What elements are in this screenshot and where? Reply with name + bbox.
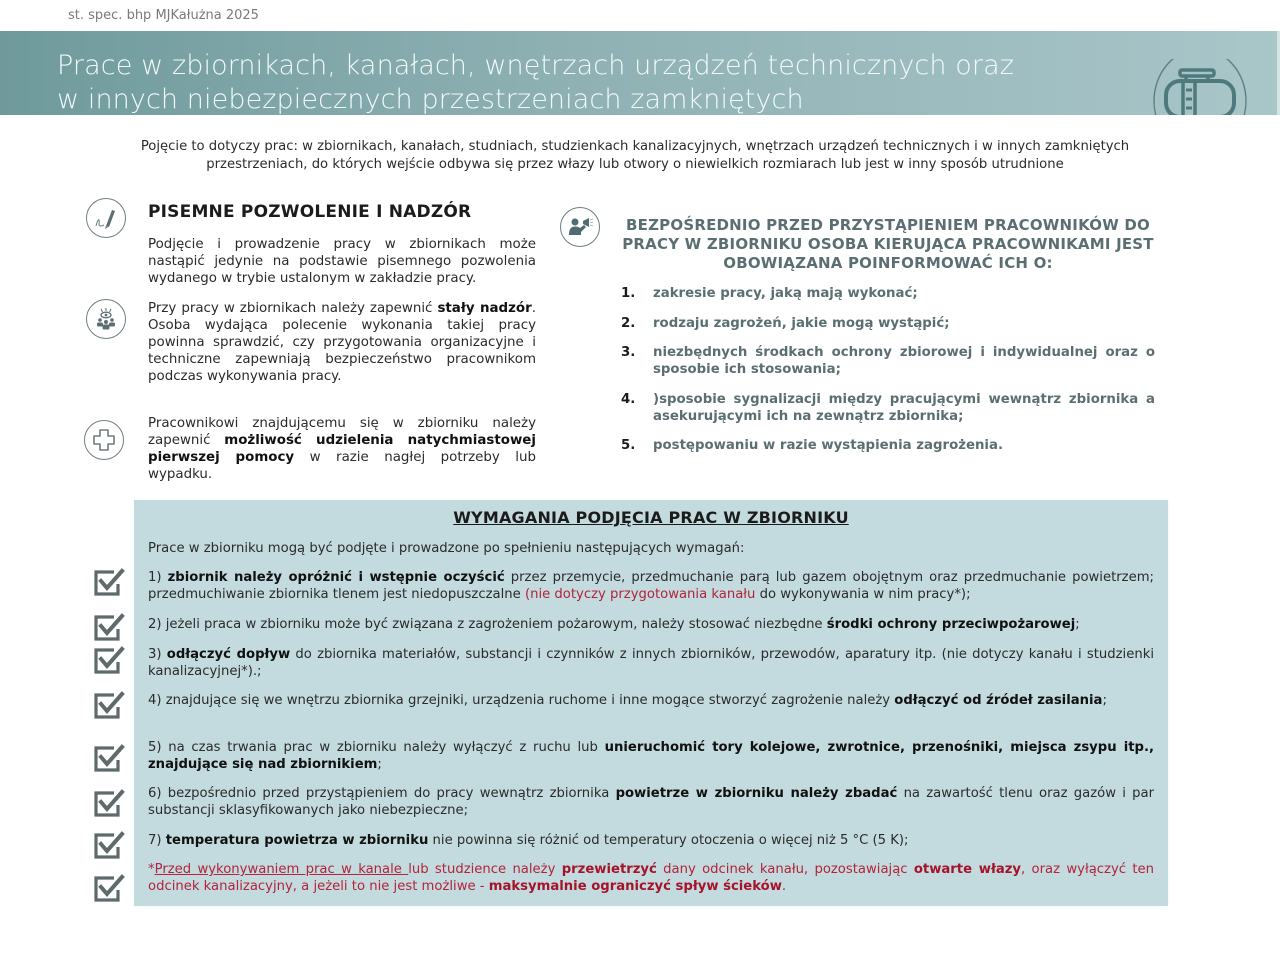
author-credit: st. spec. bhp MJKałużna 2025 xyxy=(68,8,259,23)
requirement-item-2: 2) jeżeli praca w zbiorniku może być związana z zagrożeniem pożarowym, należy stosować niezbędne środki ochrony przeciwpożarowej; xyxy=(148,617,1080,632)
title-banner xyxy=(0,31,1280,115)
checkbox-checked-icon xyxy=(92,567,126,599)
supervision-eye-group-icon xyxy=(86,299,126,339)
signature-pen-icon xyxy=(86,198,126,238)
requirement-item-6: 6) bezpośrednio przed przystąpieniem do pracy wewnątrz zbiornika powietrze w zbiorniku należy zbadać na zawartość tlenu oraz gazów i par substancji sklasyfikowanych jako niebezpieczne; xyxy=(148,786,1154,818)
page-title-line-2: w innych niebezpiecznych przestrzeniach zamkniętych xyxy=(57,84,804,115)
requirements-box xyxy=(134,500,1168,906)
requirement-item-7: 7) temperatura powietrza w zbiorniku nie powinna się różnić od temperatury otoczenia o więcej niż 5 °C (5 K); xyxy=(148,833,909,848)
requirement-item-4: 4) znajdujące się we wnętrzu zbiornika grzejniki, urządzenia ruchome i inne mogące stworzyć zagrożenie należy odłączyć od źródeł zasilania; xyxy=(148,693,1107,708)
requirement-item-5: 5) na czas trwania prac w zbiorniku należy wyłączyć z ruchu lub unieruchomić tory kolejowe, zwrotnice, przenośniki, miejsca zsypu itp., znajdujące się nad zbiornikiem; xyxy=(148,740,1154,772)
requirements-intro: Prace w zbiorniku mogą być podjęte i prowadzone po spełnieniu następujących wymagań: xyxy=(148,541,745,556)
checkbox-checked-icon xyxy=(92,743,126,775)
requirement-item-1: 1) zbiornik należy opróżnić i wstępnie oczyścić przez przemycie, przedmuchanie parą lub gazem obojętnym oraz przedmuchanie powietrzem; przedmuchiwanie zbiornika tlenem jest niedopuszczalne (nie dotyczy przygotowania kanału do wykonywania w nim pracy*); xyxy=(148,570,1154,602)
checkbox-checked-icon xyxy=(92,830,126,862)
briefing-heading: BEZPOŚREDNIO PRZED PRZYSTĄPIENIEM PRACOWNIKÓW DO PRACY W ZBIORNIKU OSOBA KIERUJĄCA PRACOWNIKAMI JEST OBOWIĄZANA POINFORMOWAĆ ICH O: xyxy=(622,216,1154,272)
briefing-item: 5. postępowaniu w razie wystąpienia zagrożenia. xyxy=(621,438,1004,453)
briefing-item: 4. )sposobie sygnalizacji między pracującymi wewnątrz zbiornika a asekurującymi ich na zewnątrz zbiornika; xyxy=(621,391,1155,424)
briefing-item: 2. rodzaju zagrożeń, jakie mogą wystąpić; xyxy=(621,315,950,331)
requirement-item-3: 3) odłączyć dopływ do zbiornika materiałów, substancji i czynników z innych zbiorników, przewodów, aparatury itp. (nie dotyczy kanału i studzienki kanalizacyjnej*).; xyxy=(148,647,1154,679)
canal-footnote: *Przed wykonywaniem prac w kanale lub studzience należy przewietrzyć dany odcinek kanału, pozostawiając otwarte włazy, oraz wyłączyć ten odcinek kanalizacyjny, a jeżeli to nie jest możliwe - maksymalnie ograniczyć spływ ścieków. xyxy=(148,862,1154,894)
first-aid-paragraph: Pracownikowi znajdującemu się w zbiorniku należy zapewnić możliwość udzielenia natychmiastowej pierwszej pomocy w razie nagłej potrzeby lub wypadku. xyxy=(148,416,536,482)
checkbox-checked-icon xyxy=(92,873,126,905)
permit-paragraph: Podjęcie i prowadzenie pracy w zbiornikach może nastąpić jedynie na podstawie pisemnego pozwolenia wydanego w trybie ustalonym w zakładzie pracy. xyxy=(148,237,536,286)
page-title-line-1: Prace w zbiornikach, kanałach, wnętrzach urządzeń technicznych oraz xyxy=(57,50,1015,81)
checkbox-checked-icon xyxy=(92,612,126,644)
intro-text: Pojęcie to dotyczy prac: w zbiornikach, kanałach, studniach, studzienkach kanalizacyjnych, wnętrzach urządzeń technicznych i w innych zamkniętych przestrzeniach, do których wejście odbywa się przez włazy lub otwory o niewielkich rozmiarach lub jest w inny sposób utrudnione xyxy=(140,139,1130,172)
instructor-megaphone-icon xyxy=(560,207,600,247)
requirements-title: WYMAGANIA PODJĘCIA PRAC W ZBIORNIKU xyxy=(453,508,849,527)
briefing-list xyxy=(621,285,1155,467)
first-aid-cross-icon xyxy=(84,420,124,460)
checkbox-checked-icon xyxy=(92,788,126,820)
supervision-paragraph: Przy pracy w zbiornikach należy zapewnić stały nadzór. Osoba wydająca polecenie wykonania takiej pracy powinna sprawdzić, czy przygotowania organizacyjne i techniczne zapewniają bezpieczeństwo pracownikom podczas wykonywania pracy. xyxy=(148,301,536,384)
briefing-item: 3. niezbędnych środkach ochrony zbiorowej i indywidualnej oraz o sposobie ich stosowania; xyxy=(621,345,1155,377)
briefing-item: 1. zakresie pracy, jaką mają wykonać; xyxy=(621,286,918,301)
page-title xyxy=(57,49,1014,115)
left-section-heading: PISEMNE POZWOLENIE I NADZÓR xyxy=(148,202,472,222)
checkbox-checked-icon xyxy=(92,690,126,722)
checkbox-checked-icon xyxy=(92,645,126,677)
tank-wagon-icon xyxy=(1150,59,1250,115)
